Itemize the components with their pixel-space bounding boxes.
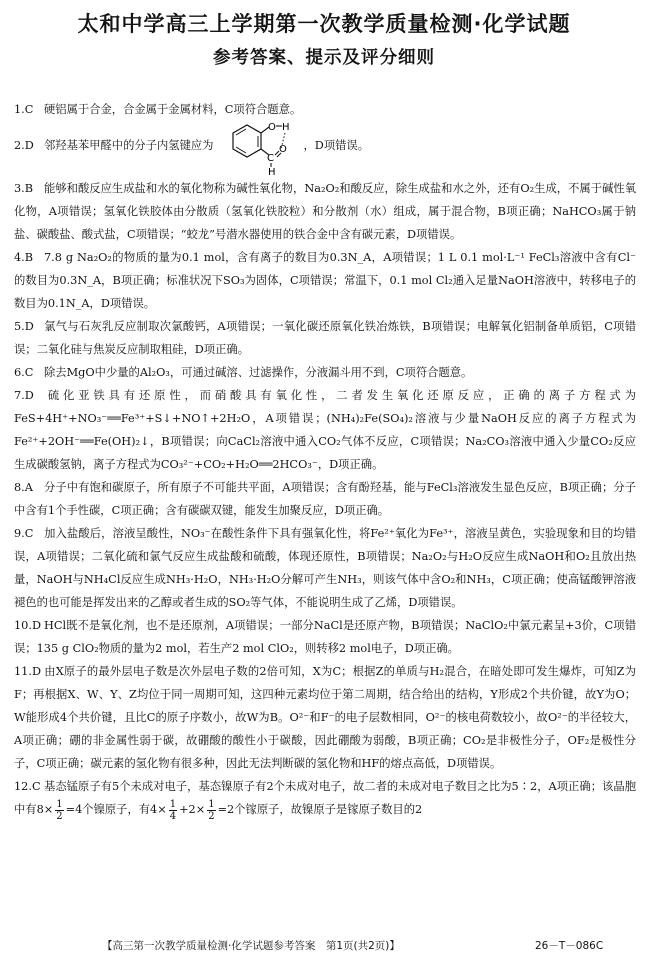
answer-number: 9.C — [14, 527, 34, 540]
fraction-numerator: 1 — [169, 798, 177, 810]
answer-text-post: ，D项错误。 — [303, 138, 370, 152]
answer-number: 5.D — [14, 320, 34, 333]
answer-item-10 — [14, 614, 636, 660]
answer-text: 硫化亚铁具有还原性，而硝酸具有氧化性，二者发生氧化还原反应，正确的离子方程式为FeS+4H⁺+NO₃⁻══Fe³⁺+S↓+NO↑+2H₂O，A项错误；(NH₄)₂Fe(SO₄)₂溶液与少量NaOH反应的离子方程式为Fe²⁺+2OH⁻══Fe(OH)₂↓，B项错误；向CaCl₂溶液中通入CO₂气体不反应，C项错误；Na₂CO₃溶液中通入少量CO₂反应生成碳酸氢钠，离子方程式为CO₃²⁻+CO₂+H₂O══2HCO₃⁻，D项正确。 — [14, 389, 636, 471]
answer-number: 7.D — [14, 389, 34, 402]
answer-text: 硬铝属于合金，合金属于金属材料，C项符合题意。 — [44, 103, 302, 116]
answer-item-5 — [14, 315, 636, 361]
answer-item-4 — [14, 246, 636, 315]
atom-label: O — [279, 144, 288, 155]
answer-text: 7.8 g Na₂O₂的物质的量为0.1 mol，含有离子的数目为0.3N_A，A项错误；1 L 0.1 mol·L⁻¹ FeCl₃溶液中含有Cl⁻的数目为0.3N_A，B项正确；标准状况下SO₃为固体，C项错误；常温下，0.1 mol Cl₂通入足量NaOH溶液中，转移电子的数目为0.1N_A，D项错误。 — [14, 251, 636, 310]
answer-text-pre: 邻羟基苯甲醛中的分子内氢键应为 — [44, 138, 214, 152]
fraction-denominator: 2 — [208, 810, 215, 822]
answer-item-3 — [14, 177, 636, 246]
atom-label: O — [268, 122, 277, 133]
answer-text: 除去MgO中少量的Al₂O₃，可通过碱溶、过滤操作，分液漏斗用不到，C项符合题意。 — [44, 366, 473, 379]
fraction-numerator: 1 — [208, 798, 215, 810]
answer-number: 11.D — [14, 665, 42, 678]
fraction — [207, 799, 215, 822]
answer-text-pre: 基态锰原子有5个未成对电子，基态镍原子有2个未成对电子，故二者的未成对电子数目之比为5∶2，A项正确；该晶胞中有8× — [14, 780, 636, 816]
answer-text: HCl既不是氧化剂，也不是还原剂，A项错误；一部分NaCl是还原产物，B项错误；NaClO₂中氯元素呈+3价，C项错误；135 g ClO₂物质的量为2 mol，若生产2 mol ClO₂，则转移2 mol电子，D项正确。 — [14, 619, 636, 655]
answer-number: 8.A — [14, 481, 33, 494]
answer-item-12 — [14, 775, 636, 822]
atom-label: H — [268, 167, 276, 175]
answer-text-mid: =4个镍原子，有4× — [65, 803, 167, 816]
fraction-denominator: 4 — [169, 810, 177, 822]
answer-number: 12.C — [14, 780, 41, 793]
answer-text: 分子中有饱和碳原子，所有原子不可能共平面，A项错误；含有酚羟基，能与FeCl₃溶液发生显色反应，B项正确；分子中含有1个手性碳，C项正确；含有碳碳双键，能发生加聚反应，D项正确。 — [14, 481, 636, 517]
fraction-denominator: 2 — [56, 810, 63, 822]
hydrogen-bond-structure — [213, 115, 303, 175]
answer-text: 氯气与石灰乳反应制取次氯酸钙，A项错误；一氧化碳还原氧化铁冶炼铁，B项错误；电解氧化铝制备单质铝，C项错误；二氧化硅与焦炭反应制取粗硅，D项正确。 — [14, 320, 636, 356]
document-subtitle: 参考答案、提示及评分细则 — [213, 48, 435, 68]
answer-text: 能够和酸反应生成盐和水的氧化物称为碱性氧化物，Na₂O₂和酸反应，除生成盐和水之外，还有O₂生成，不属于碱性氧化物，A项错误；氢氧化铁胶体由分散质（氢氧化铁胶粒）和分散剂（水）组成，属于混合物，B项正确；NaHCO₃属于钠盐、碳酸盐、酸式盐，C项错误；“蛟龙”号潜水器使用的铁合金中含有碳元素，D项错误。 — [14, 182, 636, 241]
answer-number: 1.C — [14, 103, 34, 116]
fraction — [169, 799, 177, 822]
answer-number: 6.C — [14, 366, 34, 379]
fraction — [55, 799, 63, 822]
answer-text: 由X原子的最外层电子数是次外层电子数的2倍可知，X为C；根据Z的单质与H₂混合，在暗处即可发生爆炸，可知Z为F；再根据X、W、Y、Z均位于同一周期可知，这四种元素均位于第二周期，结合给出的结构，Y形成2个共价键，故Y为O；W能形成4个共价键，且比C的原子序数小，故W为B。O²⁻和F⁻的电子层数相同，O²⁻的核电荷数较小，故O²⁻的半径较大，A项正确；硼的非金属性弱于碳，故硼酸的酸性小于碳酸，因此硼酸为弱酸，B项正确；CO₂是非极性分子，OF₂是极性分子，C项正确；碳元素的氢化物有很多种，因此无法判断碳的氢化物和HF的熔点高低，D项错误。 — [14, 665, 636, 770]
answer-list — [14, 98, 636, 822]
answer-text-mid: +2× — [179, 803, 206, 816]
footer-code: 26－T－086C — [535, 940, 604, 952]
answer-number: 3.B — [14, 182, 34, 195]
answer-item-9 — [14, 522, 636, 614]
answer-item-2 — [14, 115, 636, 175]
answer-item-7 — [14, 384, 636, 476]
fraction-numerator: 1 — [56, 798, 63, 810]
answer-number: 10.D — [14, 619, 42, 632]
document-title: 太和中学高三上学期第一次教学质量检测·化学试题 — [77, 12, 571, 36]
atom-label: C — [267, 153, 275, 164]
answer-number: 2.D — [14, 138, 34, 152]
atom-label: H — [282, 122, 290, 133]
footer-text: 【高三第一次教学质量检测·化学试题参考答案 第1页(共2页)】 — [102, 940, 400, 952]
answer-item-11 — [14, 660, 636, 775]
answer-item-8 — [14, 476, 636, 522]
answer-text-post: =2个镓原子，故镍原子是镓原子数目的2 — [217, 803, 423, 816]
answer-number: 4.B — [14, 251, 34, 264]
answer-text: 加入盐酸后，溶液呈酸性，NO₃⁻在酸性条件下具有强氧化性，将Fe²⁺氧化为Fe³⁺，溶液呈黄色，实验现象和目的均错误，A项错误；二氧化硫和氯气反应生成盐酸和硫酸，体现还原性，B项错误；Na₂O₂与H₂O反应生成NaOH和O₂且放出热量，NaOH与NH₄Cl反应生成NH₃·H₂O，NH₃·H₂O分解可产生NH₃，则该气体中含O₂和NH₃，C项正确；使高锰酸钾溶液褪色的也可能是挥发出来的乙醇或者生成的SO₂等气体，不能说明生成了乙烯，D项错误。 — [14, 527, 636, 609]
answer-item-6 — [14, 361, 636, 384]
